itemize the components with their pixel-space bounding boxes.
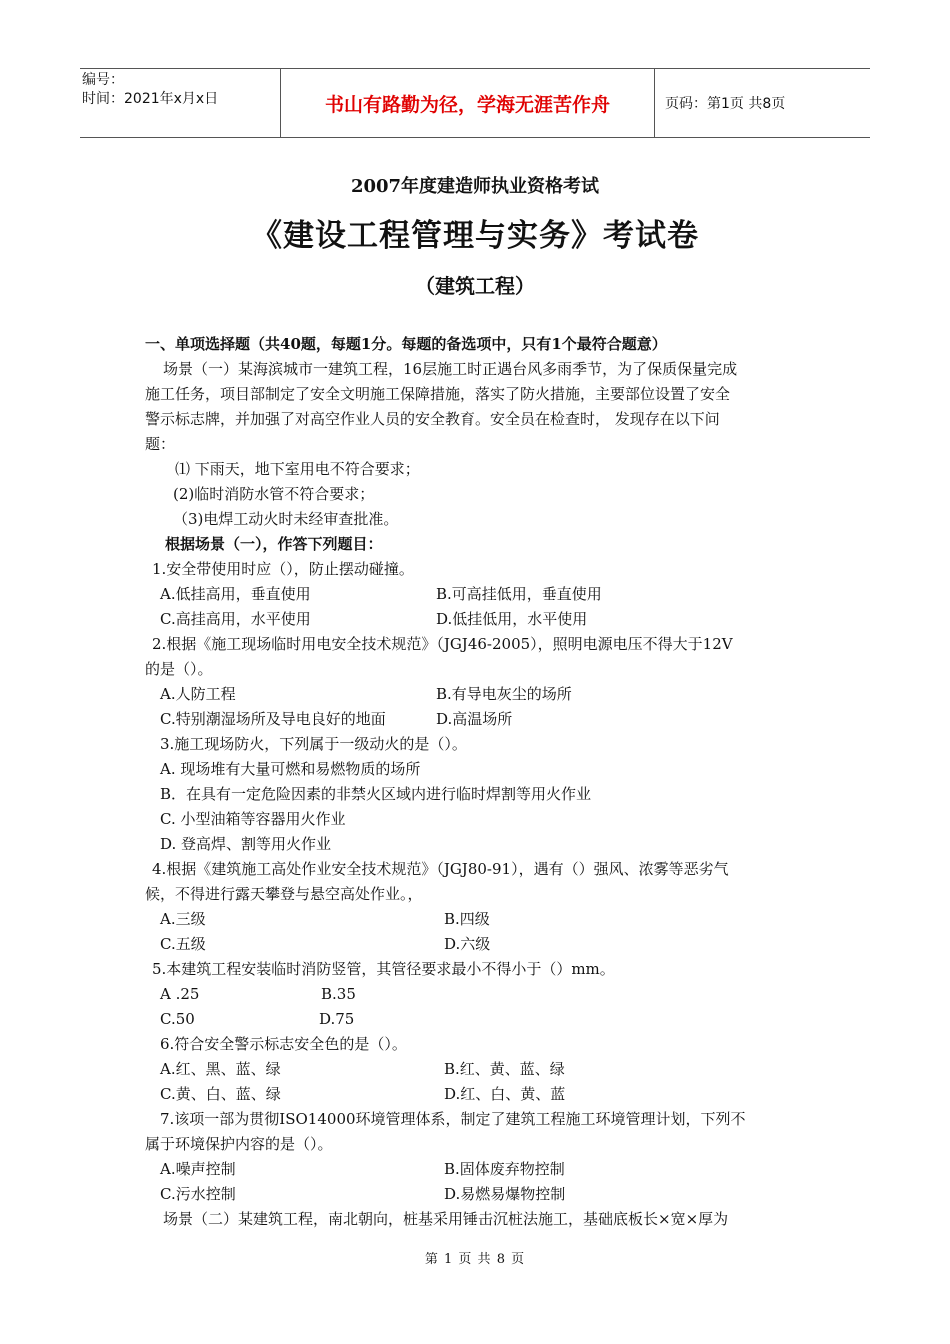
page-footer: 第 1 页 共 8 页 [424,1252,526,1267]
motto: 书山有路勤为径，学海无涯苦作舟 [280,69,655,137]
question-7-cont: 属于环境保护内容的是（）。 [145,1135,333,1153]
scene2-line: 场景（二）某建筑工程，南北朝向，桩基采用锤击沉桩法施工，基础底板长×宽×厚为 [163,1210,729,1228]
option: C.50 [160,1010,195,1028]
question-4: 4.根据《建筑施工高处作业安全技术规范》（JGJ80-91），遇有（）强风、浓雾等恶劣气 [152,860,729,878]
option: B.可高挂低用，垂直使用 [436,585,602,603]
option: D.易燃易爆物控制 [444,1185,566,1203]
option: C.污水控制 [160,1185,236,1203]
scene1-line: 题： [145,435,176,453]
option: B.四级 [444,910,490,928]
page-label: 页码：第1页 共8页 [665,96,786,112]
number-label: 编号： [82,72,124,88]
issue-item: （3)电焊工动火时未经审查批准。 [173,510,399,528]
option: D.六级 [444,935,491,953]
answer-prompt: 根据场景（一），作答下列题目： [165,535,383,553]
question-7: 7.该项一部为贯彻ISO14000环境管理体系，制定了建筑工程施工环境管理计划，下列不 [160,1110,746,1128]
option: B.35 [321,985,356,1003]
option: B．在具有一定危险因素的非禁火区域内进行临时焊割等用火作业 [160,785,592,803]
option: A.低挂高用，垂直使用 [160,585,311,603]
question-2: 2.根据《施工现场临时用电安全技术规范》（JGJ46-2005），照明电源电压不得大于12V [152,635,733,653]
option: B.红、黄、蓝、绿 [444,1060,565,1078]
issue-item: (2)临时消防水管不符合要求； [173,485,375,503]
option: C.特别潮湿场所及导电良好的地面 [160,710,386,728]
option: C. 小型油箱等容器用火作业 [160,810,346,828]
option: C.黄、白、蓝、绿 [160,1085,281,1103]
option: A.红、黑、蓝、绿 [160,1060,281,1078]
option: D.红、白、黄、蓝 [444,1085,566,1103]
question-5: 5.本建筑工程安装临时消防竖管，其管径要求最小不得小于（）mm。 [152,960,615,978]
header-meta [80,69,280,137]
option: B.固体废弃物控制 [444,1160,565,1178]
option: C.高挂高用，水平使用 [160,610,311,628]
question-3: 3.施工现场防火，下列属于一级动火的是（）。 [160,735,467,753]
option: B.有导电灰尘的场所 [436,685,572,703]
section-heading: 一、单项选择题（共40题，每题1分。每题的备选项中，只有1个最符合题意） [145,335,667,353]
option: D.高温场所 [436,710,513,728]
option: D. 登高焊、割等用火作业 [160,835,332,853]
question-4-cont: 候，不得进行露天攀登与悬空高处作业。， [145,885,423,903]
exam-title: 2007年度建造师执业资格考试 [350,176,600,197]
issue-item: ⑴ 下雨天，地下室用电不符合要求； [175,460,420,478]
option: A.噪声控制 [160,1160,236,1178]
scene1-line: 施工任务，项目部制定了安全文明施工保障措施，落实了防火措施，主要部位设置了安全 [145,385,731,403]
option: D.低挂低用，水平使用 [436,610,588,628]
paper-title: 《建设工程管理与实务》考试卷 [251,218,699,254]
question-1: 1.安全带使用时应（），防止摆动碰撞。 [152,560,414,578]
option: A .25 [160,985,200,1003]
question-2-cont: 的是（）。 [145,660,213,678]
option: A. 现场堆有大量可燃和易燃物质的场所 [160,760,421,778]
option: A.人防工程 [160,685,236,703]
page-header [80,68,870,138]
option: C.五级 [160,935,206,953]
question-6: 6.符合安全警示标志安全色的是（）。 [160,1035,407,1053]
date-label: 时间：2021年x月x日 [82,91,219,107]
paper-subtitle: （建筑工程） [415,274,535,298]
scene1-line: 场景（一）某海滨城市一建筑工程，16层施工时正遇台风多雨季节，为了保质保量完成 [163,360,738,378]
scene1-line: 警示标志牌，并加强了对高空作业人员的安全教育。安全员在检查时， 发现存在以下问 [145,410,720,428]
option: D.75 [319,1010,355,1028]
option: A.三级 [160,910,206,928]
